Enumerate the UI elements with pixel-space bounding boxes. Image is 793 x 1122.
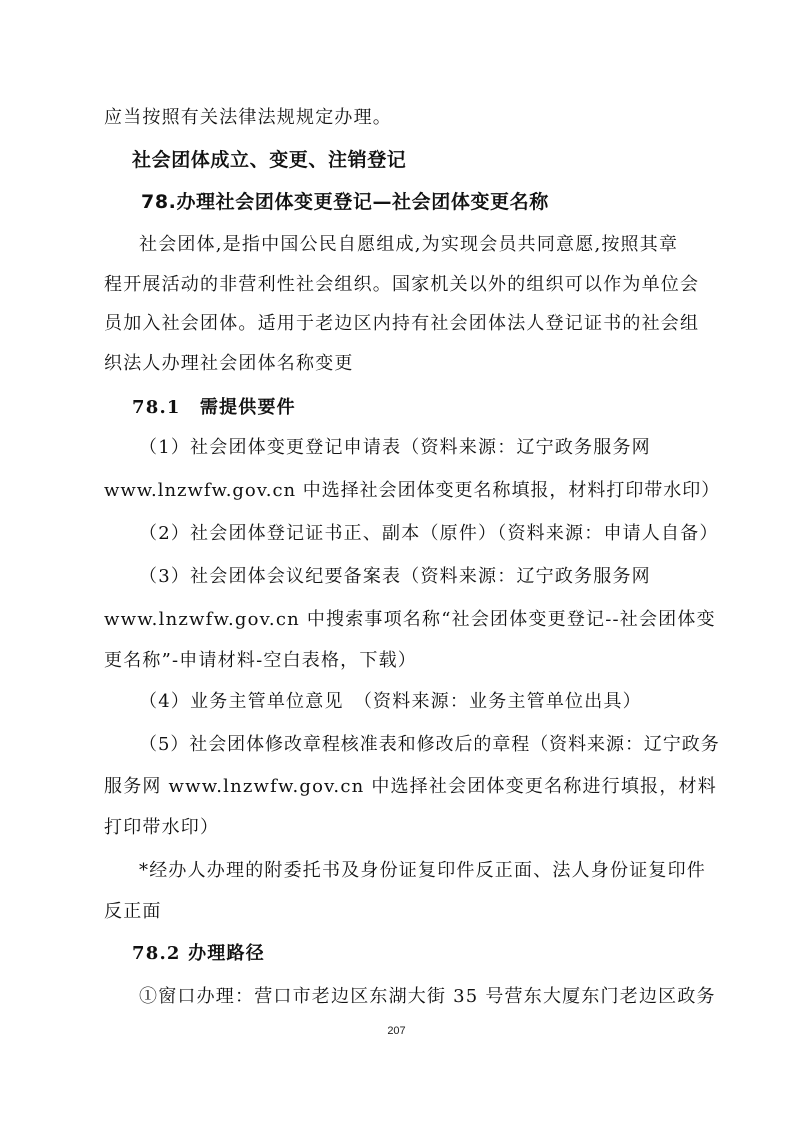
requirement-line: （3）社会团体会议纪要备案表（资料来源：辽宁政务服务网: [139, 566, 651, 587]
page-number: 207: [387, 1025, 406, 1037]
requirement-line: （5）社会团体修改章程核准表和修改后的章程（资料来源：辽宁政务: [139, 734, 720, 755]
subsection-heading: 78.1 需提供要件: [132, 397, 296, 418]
requirement-line: （4）业务主管单位意见 （资料来源：业务主管单位出具）: [139, 691, 642, 712]
requirement-line: 服务网 www.lnzwfw.gov.cn 中选择社会团体变更名称进行填报，材料: [104, 776, 717, 797]
note-line: 反正面: [104, 901, 162, 922]
subsection-heading: 78.2 办理路径: [132, 943, 265, 964]
requirement-line: 更名称”-申请材料-空白表格，下载）: [104, 650, 417, 671]
paragraph-line: 织法人办理社会团体名称变更: [104, 353, 354, 374]
note-line: *经办人办理的附委托书及身份证复印件反正面、法人身份证复印件: [139, 860, 706, 881]
section-heading: 社会团体成立、变更、注销登记: [132, 149, 407, 171]
paragraph-line: 社会团体,是指中国公民自愿组成,为实现会员共同意愿,按照其章: [139, 234, 679, 255]
requirement-line: （1）社会团体变更登记申请表（资料来源：辽宁政务服务网: [139, 437, 651, 458]
text-line: 应当按照有关法律法规规定办理。: [104, 107, 392, 128]
item-heading: 78.办理社会团体变更登记—社会团体变更名称: [141, 191, 549, 213]
requirement-line: 打印带水印）: [104, 817, 220, 838]
route-line: ①窗口办理：营口市老边区东湖大街 35 号营东大厦东门老边区政务: [139, 986, 716, 1007]
requirement-line: www.lnzwfw.gov.cn 中选择社会团体变更名称填报，材料打印带水印）: [104, 480, 721, 501]
paragraph-line: 程开展活动的非营利性社会组织。国家机关以外的组织可以作为单位会: [104, 274, 700, 295]
paragraph-line: 员加入社会团体。适用于老边区内持有社会团体法人登记证书的社会组: [104, 313, 700, 334]
requirement-line: www.lnzwfw.gov.cn 中搜索事项名称“社会团体变更登记--社会团体变: [104, 609, 716, 630]
requirement-line: （2）社会团体登记证书正、副本（原件）（资料来源：申请人自备）: [139, 523, 719, 544]
